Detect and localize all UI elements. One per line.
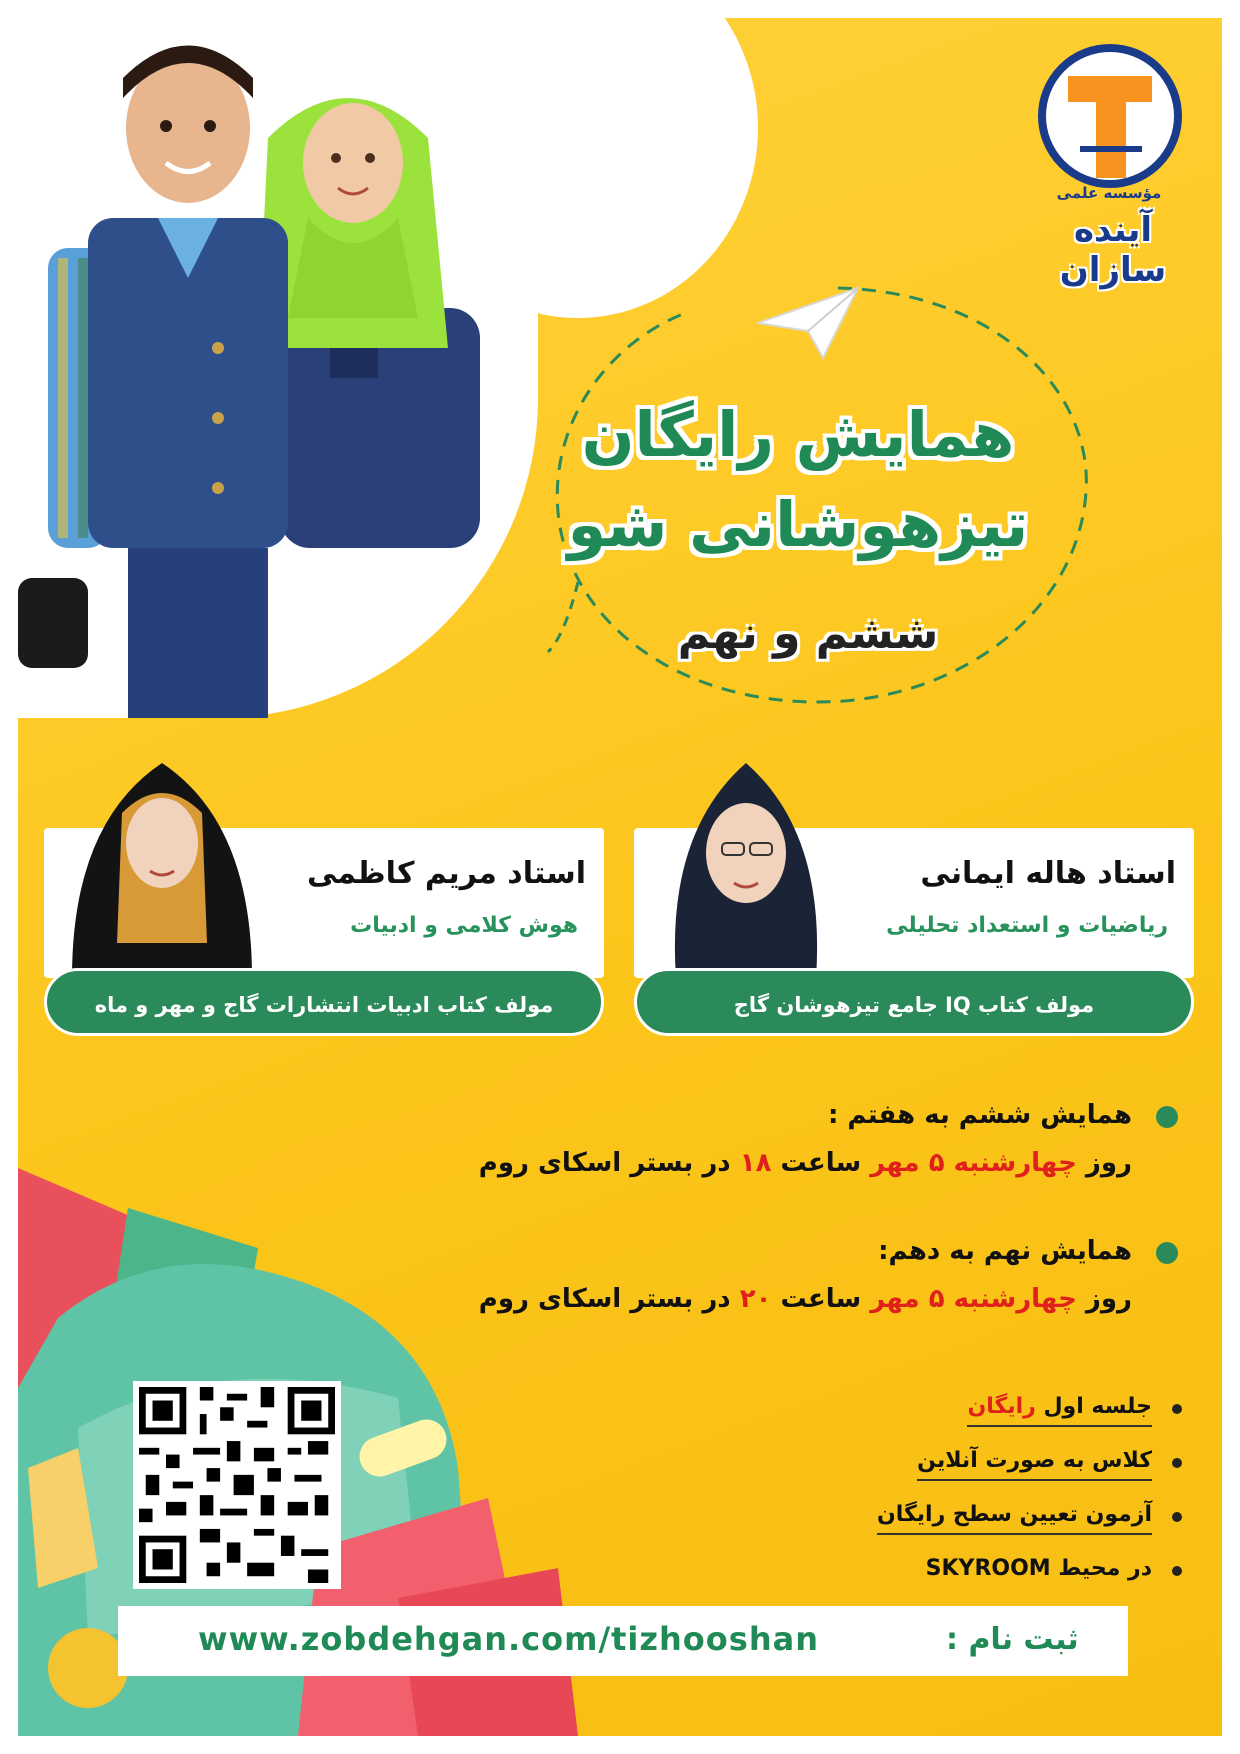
poster [18,18,1222,1736]
session-date: چهارشنبه ۵ مهر [870,1284,1077,1314]
feature-text: در محیط SKYROOM [925,1556,1152,1581]
feature-text: کلاس به صورت آنلاین [917,1448,1152,1481]
session-prefix: روز [1085,1284,1132,1314]
session-platform: در بستر اسکای روم [478,1148,731,1178]
teacher-card-kazemi [44,828,604,1028]
bullet-dot-icon [1156,1106,1178,1128]
girl-figure [258,98,480,548]
event-title-line2: تیزهوشانی شو [567,488,1029,561]
session-heading: همایش نهم به دهم: [878,1236,1132,1266]
teacher-subject: هوش کلامی و ادبیات [350,913,578,938]
teacher-photo-imani [646,743,846,978]
feature-item [732,1394,1152,1419]
teacher-card-imani [634,828,1194,1028]
session-block [332,1100,1132,1178]
teacher-subject: ریاضیات و استعداد تحلیلی [886,913,1168,938]
teacher-photo-kazemi [62,743,262,978]
session-time: ۱۸ [739,1148,772,1178]
bullet-dot-icon [1156,1242,1178,1264]
bullet-dot-icon [1172,1404,1182,1414]
session-date: چهارشنبه ۵ مهر [870,1148,1077,1178]
session-heading: همایش ششم به هفتم : [827,1100,1132,1130]
qr-code-icon [139,1387,335,1583]
feature-text: آزمون تعیین سطح رایگان [877,1502,1152,1535]
registration-label: ثبت نام : [946,1622,1079,1657]
teacher-name: استاد مریم کاظمی [306,856,586,891]
students-photo [18,18,538,718]
logo-name: آینده سازان [1059,210,1167,290]
bullet-dot-icon [1172,1458,1182,1468]
paper-plane-icon [753,283,863,363]
feature-item [732,1556,1152,1581]
registration-link[interactable]: www.zobdehgan.com/tizhooshan [198,1620,819,1658]
bullet-dot-icon [1172,1566,1182,1576]
feature-highlight: رایگان [967,1394,1036,1419]
session-prefix: روز [1085,1148,1132,1178]
feature-item [732,1448,1152,1473]
teacher-book: مولف کتاب ادبیات انتشارات گاج و مهر و ماه [44,968,604,1036]
feature-text: جلسه اول [1043,1394,1152,1419]
teacher-book: مولف کتاب IQ جامع تیزهوشان گاج [634,968,1194,1036]
session-time-label: ساعت [780,1148,862,1178]
grades-subtitle: ششم و نهم [677,608,939,659]
bullet-dot-icon [1172,1512,1182,1522]
event-title: همایش رایگان [581,398,1015,471]
qr-code[interactable] [133,1381,341,1589]
boy-figure [18,46,288,719]
logo-subtitle: مؤسسه علمی [1056,184,1162,202]
session-platform: در بستر اسکای روم [478,1284,731,1314]
session-time: ۲۰ [739,1284,772,1314]
session-time-label: ساعت [780,1284,862,1314]
feature-item [732,1502,1152,1527]
teacher-name: استاد هاله ایمانی [920,856,1176,891]
